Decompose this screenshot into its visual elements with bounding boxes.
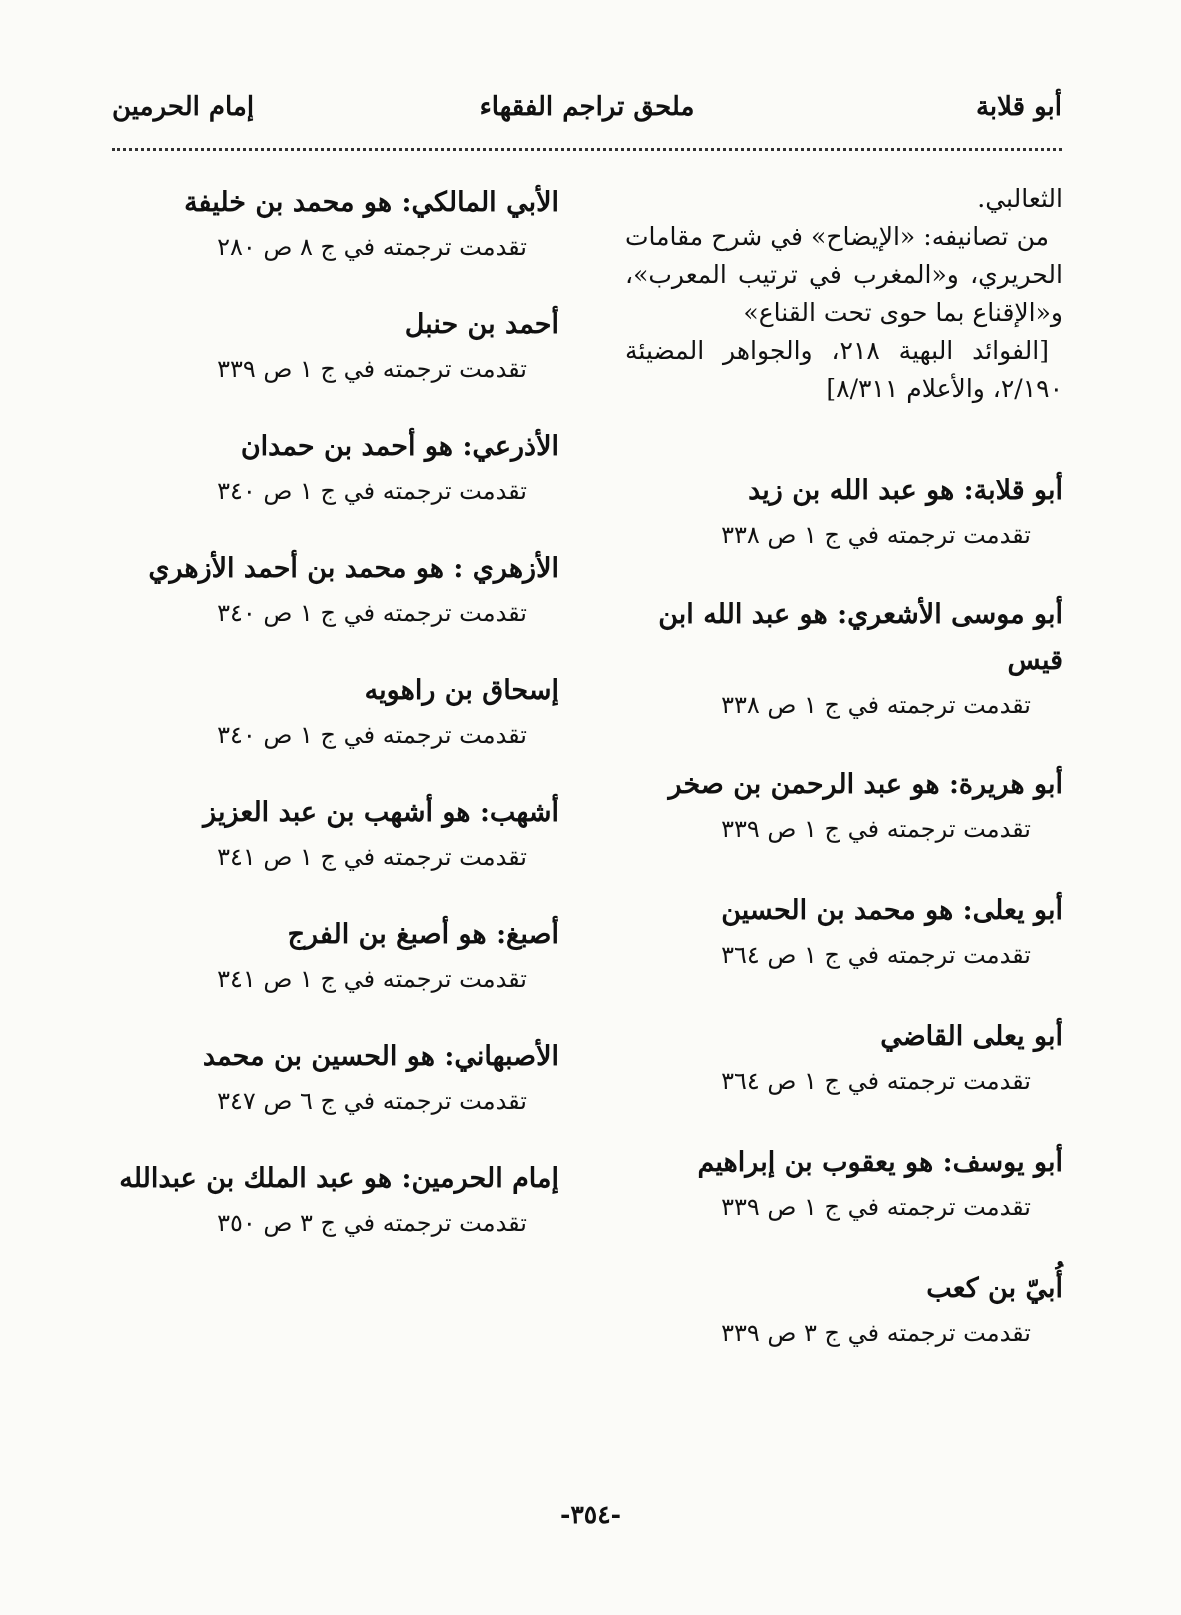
entry-reference: تقدمت ترجمته في ج ٦ ص ٣٤٧ bbox=[217, 1087, 527, 1115]
entry-reference: تقدمت ترجمته في ج ١ ص ٣٣٩ bbox=[217, 355, 527, 383]
entry-name: أبو يوسف: هو يعقوب بن إبراهيم bbox=[697, 1147, 1063, 1178]
entry-name: أُبيّ بن كعب bbox=[926, 1273, 1063, 1304]
entry bbox=[111, 1034, 559, 1122]
entry bbox=[111, 546, 559, 634]
entry bbox=[625, 1140, 1063, 1228]
intro-first-line: الثعالبي. bbox=[977, 184, 1063, 213]
entry bbox=[111, 302, 559, 390]
entry-reference: تقدمت ترجمته في ج ١ ص ٣٣٩ bbox=[721, 815, 1031, 843]
entry bbox=[111, 180, 559, 268]
intro-works: من تصانيفه: «الإيضاح» في شرح مقامات الحريري، و«المغرب في ترتيب المعرب»، و«الإقناع بما حوى تحت القناع» bbox=[625, 222, 1063, 327]
entry bbox=[625, 762, 1063, 850]
entry-reference: تقدمت ترجمته في ج ١ ص ٣٦٤ bbox=[721, 941, 1031, 969]
entry-reference: تقدمت ترجمته في ج ١ ص ٣٤٠ bbox=[217, 721, 527, 749]
entry-name: أبو يعلى القاضي bbox=[880, 1021, 1063, 1052]
entry-name: أبو قلابة: هو عبد الله بن زيد bbox=[748, 475, 1063, 506]
header-last-entry: إمام الحرمين bbox=[112, 92, 255, 122]
entry-name: أبو هريرة: هو عبد الرحمن بن صخر bbox=[668, 769, 1063, 800]
entry bbox=[625, 592, 1063, 726]
entry bbox=[625, 888, 1063, 976]
running-header bbox=[112, 92, 1062, 140]
entry-reference: تقدمت ترجمته في ج ١ ص ٣٤٠ bbox=[217, 599, 527, 627]
header-first-entry: أبو قلابة bbox=[975, 92, 1062, 122]
entry-name: أبو موسى الأشعري: هو عبد الله ابن قيس bbox=[658, 599, 1063, 676]
entry-name: الأبي المالكي: هو محمد بن خليفة bbox=[184, 187, 559, 218]
left-column bbox=[111, 180, 559, 1244]
entry-reference: تقدمت ترجمته في ج ١ ص ٣٦٤ bbox=[721, 1067, 1031, 1095]
entry-reference: تقدمت ترجمته في ج ١ ص ٣٣٨ bbox=[721, 691, 1031, 719]
entry-name: أبو يعلى: هو محمد بن الحسين bbox=[721, 895, 1063, 926]
header-book-title: ملحق تراجم الفقهاء bbox=[479, 92, 695, 122]
entry bbox=[111, 668, 559, 756]
entry-reference: تقدمت ترجمته في ج ٣ ص ٣٥٠ bbox=[217, 1209, 527, 1237]
entry-reference: تقدمت ترجمته في ج ١ ص ٣٤٠ bbox=[217, 477, 527, 505]
entry bbox=[625, 1266, 1063, 1354]
entry bbox=[111, 912, 559, 1000]
entry-name: إسحاق بن راهويه bbox=[364, 675, 559, 706]
entry-reference: تقدمت ترجمته في ج ١ ص ٣٤١ bbox=[217, 843, 527, 871]
intro-sources: [الفوائد البهية ٢١٨، والجواهر المضيئة ٢/١٩٠، والأعلام ٨/٣١١] bbox=[625, 336, 1063, 403]
entry-name: أحمد بن حنبل bbox=[404, 309, 559, 340]
entry bbox=[111, 1156, 559, 1244]
entry-reference: تقدمت ترجمته في ج ٨ ص ٢٨٠ bbox=[217, 233, 527, 261]
entry-name: الأصبهاني: هو الحسين بن محمد bbox=[202, 1041, 559, 1072]
entry-reference: تقدمت ترجمته في ج ١ ص ٣٤١ bbox=[217, 965, 527, 993]
entry-name: الأذرعي: هو أحمد بن حمدان bbox=[240, 431, 559, 462]
continued-entry bbox=[625, 180, 1063, 408]
entry bbox=[625, 468, 1063, 556]
right-column bbox=[625, 180, 1063, 1354]
entry-reference: تقدمت ترجمته في ج ١ ص ٣٣٩ bbox=[721, 1193, 1031, 1221]
entry bbox=[111, 424, 559, 512]
header-divider bbox=[112, 148, 1062, 151]
entry-reference: تقدمت ترجمته في ج ٣ ص ٣٣٩ bbox=[721, 1319, 1031, 1347]
entry-name: الأزهري : هو محمد بن أحمد الأزهري bbox=[148, 553, 559, 584]
entry bbox=[111, 790, 559, 878]
entry-reference: تقدمت ترجمته في ج ١ ص ٣٣٨ bbox=[721, 521, 1031, 549]
page-number: -٣٥٤- bbox=[559, 1500, 622, 1529]
entry-name: إمام الحرمين: هو عبد الملك بن عبدالله bbox=[119, 1163, 559, 1194]
entry-name: أشهب: هو أشهب بن عبد العزيز bbox=[203, 797, 559, 828]
entry bbox=[625, 1014, 1063, 1102]
entry-name: أصبغ: هو أصبغ بن الفرج bbox=[287, 919, 559, 950]
